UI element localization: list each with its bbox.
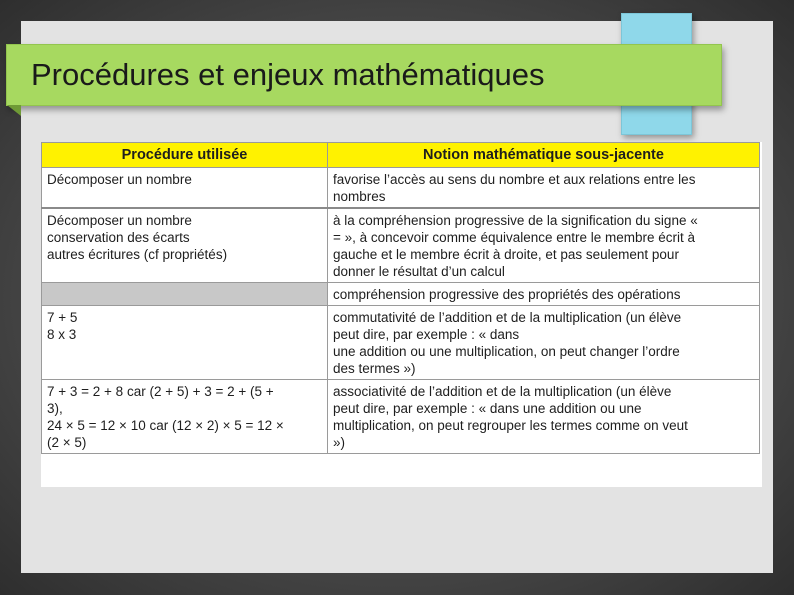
table-header-row (42, 143, 760, 168)
title-bar (6, 44, 722, 106)
table-row (42, 168, 760, 209)
procedure-line: 8 x 3 (47, 327, 77, 342)
procedure-line: conservation des écarts (47, 230, 190, 245)
procedure-line: (2 × 5) (47, 435, 87, 450)
notion-cell (328, 306, 760, 380)
notion-line: peut dire, par exemple : « dans une addition ou une (333, 401, 642, 416)
procedure-cell (42, 168, 328, 209)
header-notion: Notion mathématique sous-jacente (328, 143, 760, 168)
notion-line: nombres (333, 189, 386, 204)
notion-line: = », à concevoir comme équivalence entre le membre écrit à (333, 230, 696, 245)
notion-line: gauche et le membre écrit à droite, et pas seulement pour (333, 247, 679, 262)
notion-line: une addition ou une multiplication, on peut changer l’ordre (333, 344, 680, 359)
procedure-line: 7 + 5 (47, 310, 78, 325)
title-bar-fold (7, 105, 21, 116)
notion-line: donner le résultat d’un calcul (333, 264, 505, 279)
notion-line: commutativité de l’addition et de la multiplication (un élève (333, 310, 682, 325)
notion-cell (328, 208, 760, 283)
notion-line: à la compréhension progressive de la signification du signe « (333, 213, 698, 228)
notion-line: compréhension progressive des propriétés des opérations (333, 287, 681, 302)
notion-line: des termes ») (333, 361, 416, 376)
notion-cell (328, 283, 760, 306)
notion-cell (328, 380, 760, 454)
slide-title: Procédures et enjeux mathématiques (31, 57, 545, 92)
header-procedure: Procédure utilisée (42, 143, 328, 168)
notion-line: multiplication, on peut regrouper les termes comme on veut (333, 418, 688, 433)
notion-line: favorise l’accès au sens du nombre et aux relations entre les (333, 172, 696, 187)
table-row (42, 208, 760, 283)
comparison-table (41, 142, 760, 454)
procedure-line: Décomposer un nombre (47, 213, 192, 228)
table-row (42, 283, 760, 306)
procedure-line: 24 × 5 = 12 × 10 car (12 × 2) × 5 = 12 × (47, 418, 284, 433)
comparison-table-container (41, 142, 762, 487)
table-row (42, 306, 760, 380)
procedure-line: 3), (47, 401, 63, 416)
procedure-line: 7 + 3 = 2 + 8 car (2 + 5) + 3 = 2 + (5 + (47, 384, 274, 399)
procedure-cell (42, 208, 328, 283)
notion-cell (328, 168, 760, 209)
procedure-line: autres écritures (cf propriétés) (47, 247, 228, 262)
procedure-cell-empty (42, 283, 328, 306)
table-row (42, 380, 760, 454)
procedure-cell (42, 380, 328, 454)
procedure-cell (42, 306, 328, 380)
procedure-line: Décomposer un nombre (47, 172, 192, 187)
notion-line: peut dire, par exemple : « dans (333, 327, 520, 342)
notion-line: ») (333, 435, 346, 450)
notion-line: associativité de l’addition et de la multiplication (un élève (333, 384, 672, 399)
